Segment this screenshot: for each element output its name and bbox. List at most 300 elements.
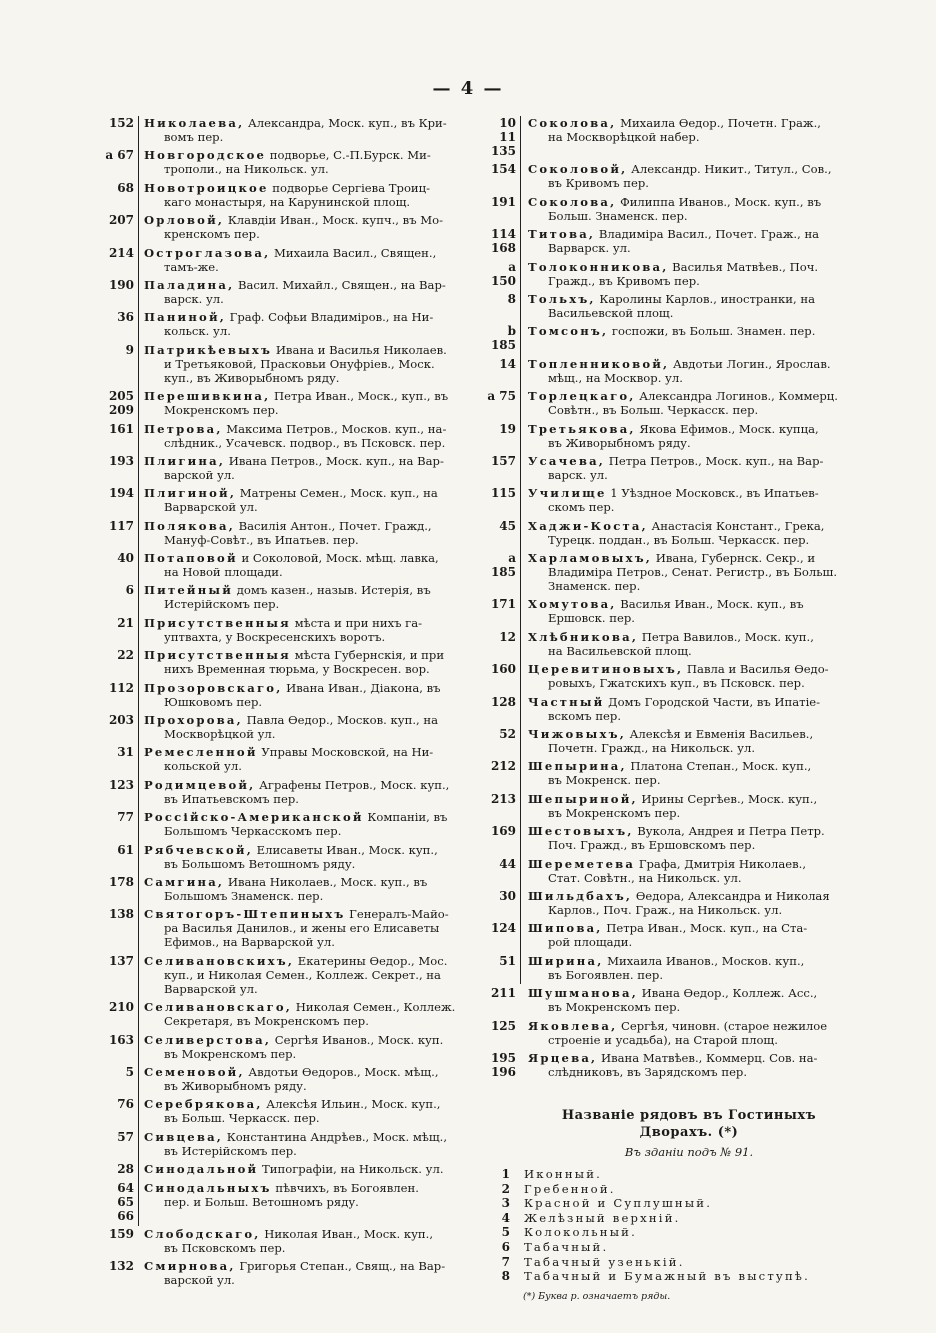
entry-text xyxy=(144,116,466,144)
entry-line-2: Поч. Гражд., въ Ершовскомъ пер. xyxy=(548,838,756,853)
row-list-item xyxy=(483,1196,855,1210)
entry-text xyxy=(528,986,855,1014)
directory-entry xyxy=(104,343,466,385)
directory-entry xyxy=(104,1033,466,1061)
entry-text xyxy=(528,324,855,352)
entry-text xyxy=(144,278,466,306)
entry-line-2: варской ул. xyxy=(164,1273,235,1288)
entry-line-1: Григорья Степан., Свящ., на Вар- xyxy=(235,1259,446,1274)
entry-number: 30 xyxy=(499,888,516,903)
entry-name: Присутственныя xyxy=(144,648,291,663)
entry-line-1: Васил. Михайл., Священ., на Вар- xyxy=(234,277,446,292)
directory-entry xyxy=(104,1000,466,1028)
entry-line-2: въ Мокренскомъ пер. xyxy=(164,1046,297,1061)
directory-entry xyxy=(104,1097,466,1125)
entry-number: 138 xyxy=(108,907,134,922)
entry-line-1: Ѳедора, Александра и Николая xyxy=(632,888,830,903)
directory-entry xyxy=(483,454,855,482)
row-name: Красной и Суплушный. xyxy=(524,1196,713,1211)
entry-line-2: въ Большомъ Ветошномъ ряду. xyxy=(164,856,356,871)
entry-text xyxy=(144,389,466,417)
directory-entry xyxy=(104,213,466,241)
entry-text xyxy=(528,519,855,547)
entry-name: Орловой, xyxy=(144,213,225,228)
entry-name: Ширина, xyxy=(528,953,604,968)
entry-line-2: Ершовск. пер. xyxy=(548,611,635,626)
entry-number: 152 xyxy=(108,116,134,130)
entry-name: Новотроицкое xyxy=(144,180,269,195)
directory-entry xyxy=(104,843,466,871)
entry-line-1: Платона Степан., Моск. куп., xyxy=(626,759,812,774)
entry-text xyxy=(144,843,466,871)
entry-line-1: Филиппа Иванов., Моск. куп., въ xyxy=(616,194,822,209)
directory-entry xyxy=(104,551,466,579)
entry-line-1: Александра Логинов., Коммерц. xyxy=(635,389,838,404)
entry-text xyxy=(528,597,855,625)
entry-number: 51 xyxy=(499,953,516,968)
entry-line-2: Стат. Совѣтн., на Никольск. ул. xyxy=(548,870,742,885)
entry-line-2: пер. и Больш. Ветошномъ ряду. xyxy=(164,1194,359,1209)
entry-text xyxy=(528,759,855,787)
entry-name: Хомутова, xyxy=(528,597,617,612)
entry-text xyxy=(144,213,466,241)
entry-line-1: Ивана Ѳедор., Коллеж. Асс., xyxy=(638,986,818,1001)
entry-number: 68 xyxy=(117,180,134,195)
entry-line-1: и Соколовой, Моск. мѣщ. лавка, xyxy=(237,551,439,566)
directory-entry xyxy=(483,695,855,723)
entry-number: 115 xyxy=(490,486,516,501)
entry-line-2: рой площади. xyxy=(548,935,633,950)
entry-line-1: Генералъ-Майо- xyxy=(345,907,449,922)
entry-number: 207 xyxy=(108,213,134,228)
directory-entry xyxy=(104,246,466,274)
entry-line-2: Мокренскомъ пер. xyxy=(164,403,279,418)
row-list-item xyxy=(483,1167,855,1181)
entry-line-1: Аграфены Петров., Моск. куп., xyxy=(255,777,450,792)
entry-name: Чижовыхъ, xyxy=(528,727,626,742)
entry-name: Синодальныхъ xyxy=(144,1180,272,1195)
entry-number: 45 xyxy=(499,518,516,533)
entry-number: 22 xyxy=(117,648,134,663)
entry-line-1: Михаила Ѳедор., Почетн. Граж., xyxy=(616,116,821,130)
entry-name: Ремесленной xyxy=(144,745,258,760)
entry-number: 157 xyxy=(490,453,516,468)
entry-number: 8 xyxy=(507,291,516,306)
entry-text xyxy=(528,292,855,320)
entry-line-1: 1 Уѣздное Московск., въ Ипатьев- xyxy=(606,486,819,501)
directory-entry xyxy=(104,1065,466,1093)
directory-entry xyxy=(104,907,466,949)
entry-line-1: Графа, Дмитрія Николаев., xyxy=(635,856,807,871)
entry-line-1: Николая Иван., Моск. куп., xyxy=(260,1226,434,1241)
entry-name: Селивановскаго, xyxy=(144,1000,293,1015)
entry-name: Паниной, xyxy=(144,310,226,325)
entry-name: Шереметева xyxy=(528,856,636,871)
entry-text xyxy=(528,454,855,482)
entry-line-1: Павла и Василья Ѳедо- xyxy=(683,662,829,677)
entry-line-2: Мануф-Совѣт., въ Ипатьев. пер. xyxy=(164,532,359,547)
directory-entry xyxy=(104,778,466,806)
entry-text xyxy=(144,310,466,338)
entry-name: Шепырина, xyxy=(528,759,627,774)
entry-number: 14 xyxy=(499,356,516,371)
directory-entry xyxy=(483,162,855,190)
entry-text xyxy=(528,357,855,385)
entry-name: Слободскаго, xyxy=(144,1226,261,1241)
entry-text xyxy=(144,616,466,644)
entry-line-1: Василья Матвѣев., Поч. xyxy=(668,259,819,274)
entry-line-1: Екатерины Ѳедор., Мос. xyxy=(294,953,448,968)
entry-name: Титова, xyxy=(528,227,596,242)
entry-text xyxy=(528,1019,855,1047)
directory-entry xyxy=(104,116,466,144)
entry-number: 191 xyxy=(490,194,516,209)
entry-number: 169 xyxy=(490,824,516,839)
entry-line-2: въ Мокренскомъ пер. xyxy=(548,805,681,820)
entry-line-1: Анастасія Констант., Грека, xyxy=(647,518,825,533)
entry-number: 128 xyxy=(490,694,516,709)
entry-text xyxy=(144,148,466,176)
entry-number: 160 xyxy=(490,662,516,677)
entry-line-2: Почетн. Гражд., на Никольск. ул. xyxy=(548,741,756,756)
entry-name: Паладина, xyxy=(144,277,235,292)
entry-number: 9 xyxy=(125,342,134,357)
directory-entry xyxy=(483,195,855,223)
entry-number: а 75 xyxy=(487,389,516,404)
row-number: 4 xyxy=(501,1210,510,1225)
entry-text xyxy=(528,260,855,288)
entry-line-1: Павла Ѳедор., Москов. куп., на xyxy=(242,713,439,728)
entry-line-2: въ Мокренскомъ пер. xyxy=(548,1000,681,1015)
entry-text xyxy=(528,954,855,982)
entry-number: 77 xyxy=(117,810,134,825)
entry-line-1: подворье Сергіева Троиц- xyxy=(268,180,431,195)
entry-line-1: госпожи, въ Больш. Знамен. пер. xyxy=(608,324,816,339)
entry-number: 124 xyxy=(490,921,516,936)
directory-entry xyxy=(104,1162,466,1176)
entry-text xyxy=(528,695,855,723)
row-number: 3 xyxy=(501,1196,510,1211)
entry-name: Частный xyxy=(528,694,605,709)
entry-number: 190 xyxy=(108,277,134,292)
entry-name: Полякова, xyxy=(144,518,235,533)
entry-line-1: Алексѣя и Евменія Васильев., xyxy=(625,727,814,742)
entry-line-1: Клавдіи Иван., Моск. купч., въ Мо- xyxy=(224,213,444,228)
entry-number: 214 xyxy=(108,245,134,260)
entry-number: 44 xyxy=(499,856,516,871)
entry-line-2: въ Живорыбномъ ряду. xyxy=(164,1078,307,1093)
entry-line-1: Петра Иван., Моск., куп., въ xyxy=(270,389,449,404)
entry-line-2: уптвахта, у Воскресенскихъ воротъ. xyxy=(164,629,386,644)
row-name: Табачный узенькій. xyxy=(524,1254,685,1269)
directory-entry xyxy=(104,1259,466,1287)
entry-name: Церевитиновыхъ, xyxy=(528,662,684,677)
entry-line-1: Петра Иван., Моск. куп., на Ста- xyxy=(602,921,808,936)
directory-entry xyxy=(483,551,855,593)
entry-number: 114 168 xyxy=(490,227,516,256)
directory-entry xyxy=(483,954,855,982)
entry-number: 28 xyxy=(117,1162,134,1177)
page-number: — 4 — xyxy=(432,78,504,99)
directory-entry xyxy=(483,357,855,385)
entry-text xyxy=(144,1227,466,1255)
entry-line-2: въ Истерійскомъ пер. xyxy=(164,1143,297,1158)
entry-text xyxy=(144,583,466,611)
row-list-item xyxy=(483,1240,855,1254)
entry-text xyxy=(144,519,466,547)
entry-line-1: Ирины Сергѣев., Моск. куп., xyxy=(637,791,818,806)
entry-name: Патрикѣевыхъ xyxy=(144,342,273,357)
entry-line-2: въ Псковскомъ пер. xyxy=(164,1240,286,1255)
entry-line-2: Гражд., въ Кривомъ пер. xyxy=(548,273,700,288)
entry-text xyxy=(144,551,466,579)
entry-text xyxy=(528,857,855,885)
entry-line-1: пѣвчихъ, въ Богоявлен. xyxy=(271,1180,419,1195)
entry-text xyxy=(144,875,466,903)
entry-name: Сивцева, xyxy=(144,1129,224,1144)
entry-name: Родимцевой, xyxy=(144,777,256,792)
entry-number: 10 11 135 xyxy=(490,116,516,158)
entry-line-1: Ивана Николаев., Моск. куп., въ xyxy=(224,874,428,889)
directory-entry xyxy=(483,986,855,1014)
entry-text xyxy=(528,727,855,755)
entry-number: 40 xyxy=(117,551,134,566)
left-column xyxy=(104,116,466,1292)
directory-entry xyxy=(104,519,466,547)
entry-line-1: Николая Семен., Коллеж. xyxy=(292,1000,456,1015)
entry-line-2: Совѣтн., въ Больш. Черкасск. пер. xyxy=(548,403,759,418)
entry-name: Соколовой, xyxy=(528,162,628,177)
entry-line-1: Вукола, Андрея и Петра Петр. xyxy=(633,824,825,839)
entry-line-1: Авдотьи Ѳедоров., Моск. мѣщ., xyxy=(244,1064,439,1079)
entry-number: а 67 xyxy=(105,148,134,163)
entry-line-1: Якова Ефимов., Моск. купца, xyxy=(635,421,819,436)
entry-text xyxy=(144,343,466,385)
directory-entry xyxy=(104,1227,466,1255)
entry-text xyxy=(144,1162,466,1176)
entry-name: Селивановскихъ, xyxy=(144,953,295,968)
entry-number: 193 xyxy=(108,453,134,468)
entry-number: 163 xyxy=(108,1032,134,1047)
entry-line-2: Карлов., Поч. Граж., на Никольск. ул. xyxy=(548,902,783,917)
entry-name: Присутственныя xyxy=(144,615,291,630)
entry-name: Усачева, xyxy=(528,453,606,468)
entry-text xyxy=(144,454,466,482)
entry-number: 5 xyxy=(125,1064,134,1079)
directory-entry xyxy=(104,422,466,450)
entry-number: 64 65 66 xyxy=(117,1180,134,1223)
row-list-item xyxy=(483,1211,855,1225)
entry-line-2: строеніе и усадьба), на Старой площ. xyxy=(548,1032,778,1047)
entry-line-2: и Третьяковой, Прасковьи Онуфріев., Моск. куп., въ Живорыбномъ ряду. xyxy=(164,356,435,385)
entry-name: Потаповой xyxy=(144,551,238,566)
directory-entry xyxy=(483,921,855,949)
entry-number: 161 xyxy=(108,421,134,436)
entry-line-1: Ивана Матвѣев., Коммерц. Сов. на- xyxy=(597,1050,818,1065)
entry-text xyxy=(528,792,855,820)
entry-text xyxy=(528,486,855,514)
entry-name: Шильдбахъ, xyxy=(528,888,633,903)
entry-line-1: мѣста Губернскія, и при xyxy=(290,648,445,663)
entry-name: Плигиной, xyxy=(144,486,237,501)
entry-line-1: Управы Московской, на Ни- xyxy=(257,745,434,760)
entry-number: 210 xyxy=(108,1000,134,1015)
entry-text xyxy=(528,889,855,917)
entry-line-2: Секретаря, въ Мокренскомъ пер. xyxy=(164,1014,369,1029)
entry-line-2: куп., и Николая Семен., Коллеж. Секрет., на Варварской ул. xyxy=(164,967,441,996)
entry-text xyxy=(528,422,855,450)
entry-number: 6 xyxy=(125,583,134,598)
entry-line-1: Михаила Васил., Священ., xyxy=(270,245,437,260)
entry-line-2: въ Богоявлен. пер. xyxy=(548,967,664,982)
entry-line-2: Турецк. поддан., въ Больш. Черкасск. пер. xyxy=(548,532,810,547)
directory-entry xyxy=(104,148,466,176)
entry-text xyxy=(144,810,466,838)
entry-name: Семеновой, xyxy=(144,1064,245,1079)
entry-text xyxy=(144,1259,466,1287)
entry-line-2: вскомъ пер. xyxy=(548,708,622,723)
entry-number: а 150 xyxy=(490,259,516,288)
row-name: Колокольный. xyxy=(524,1225,637,1240)
row-number: 7 xyxy=(501,1254,510,1269)
entry-text xyxy=(144,907,466,949)
entry-line-2: нихъ Временная тюрьма, у Воскресен. вор. xyxy=(164,662,430,677)
entry-text xyxy=(144,486,466,514)
entry-text xyxy=(144,681,466,709)
directory-entry xyxy=(104,389,466,417)
row-list-item xyxy=(483,1225,855,1239)
row-number: 1 xyxy=(501,1166,510,1181)
entry-text xyxy=(528,389,855,417)
directory-entry xyxy=(104,1181,466,1223)
entry-text xyxy=(144,648,466,676)
directory-entry xyxy=(483,597,855,625)
entry-number: 203 xyxy=(108,713,134,728)
entry-line-2: въ Живорыбномъ ряду. xyxy=(548,435,691,450)
entry-line-2: на Новой площади. xyxy=(164,565,283,580)
entry-text xyxy=(528,116,855,158)
entry-number: 125 xyxy=(490,1018,516,1033)
directory-entry xyxy=(483,227,855,255)
entry-name: Толоконникова, xyxy=(528,259,669,274)
row-name: Табачный и Бумажный въ выступѣ. xyxy=(524,1269,810,1284)
entry-line-2: мѣщ., на Москвор. ул. xyxy=(548,370,683,385)
entry-name: Перешивкина, xyxy=(144,389,271,404)
entry-name: Торлецкаго, xyxy=(528,389,636,404)
entry-number: 213 xyxy=(490,791,516,806)
entry-number: 137 xyxy=(108,953,134,968)
entry-name: Остроглазова, xyxy=(144,245,271,260)
entry-line-1: Матрены Семен., Моск. куп., на xyxy=(236,486,438,501)
entry-line-1: Сергѣя Иванов., Моск. куп. xyxy=(271,1032,444,1047)
entry-line-1: Василья Иван., Моск. куп., въ xyxy=(616,597,804,612)
entry-name: Училище xyxy=(528,486,607,501)
entry-text xyxy=(144,1097,466,1125)
row-list-item xyxy=(483,1182,855,1196)
entry-line-1: Сергѣя, чиновн. (старое нежилое xyxy=(617,1018,828,1033)
directory-entry xyxy=(104,875,466,903)
entry-text xyxy=(528,162,855,190)
entry-line-1: Граф. Софьи Владиміров., на Ни- xyxy=(226,310,434,325)
entry-text xyxy=(528,921,855,949)
entry-line-2: тамъ-же. xyxy=(164,259,219,274)
entry-line-1: Алексѣя Ильин., Моск. куп., xyxy=(262,1097,441,1112)
directory-entry xyxy=(483,857,855,885)
directory-entry xyxy=(483,630,855,658)
entry-number: 52 xyxy=(499,727,516,742)
entry-line-2: Истерійскомъ пер. xyxy=(164,597,280,612)
directory-entry xyxy=(104,745,466,773)
entry-text xyxy=(144,1130,466,1158)
entry-line-2: на Васильевской площ. xyxy=(548,643,692,658)
directory-entry xyxy=(483,727,855,755)
entry-line-2: кренскомъ пер. xyxy=(164,227,260,242)
entry-line-2: Большомъ Знаменск. пер. xyxy=(164,888,324,903)
entry-line-1: Михаила Иванов., Москов. куп., xyxy=(603,953,805,968)
entry-line-2: Большомъ Черкасскомъ пер. xyxy=(164,824,342,839)
entry-text xyxy=(144,181,466,209)
right-entries xyxy=(483,116,855,1079)
entry-line-2: каго монастыря, на Карунинской площ. xyxy=(164,194,411,209)
entry-text xyxy=(144,778,466,806)
entry-number: 132 xyxy=(108,1259,134,1274)
entry-name: Рябчевской, xyxy=(144,842,253,857)
entry-line-2: кольск. ул. xyxy=(164,324,231,339)
row-name: Табачный. xyxy=(524,1239,609,1254)
entry-name: Россійско-Американской xyxy=(144,810,364,825)
entry-line-2: кольской ул. xyxy=(164,759,242,774)
directory-entry xyxy=(483,116,855,158)
entry-line-1: подворье, С.-П.Бурск. Ми- xyxy=(266,148,431,163)
entry-line-2: Варварской ул. xyxy=(164,500,258,515)
directory-entry xyxy=(483,486,855,514)
entry-line-2: въ Кривомъ пер. xyxy=(548,176,649,191)
entry-line-2: Варварск. ул. xyxy=(548,241,631,256)
row-name: Желѣзный верхній. xyxy=(524,1210,681,1225)
entry-number: 194 xyxy=(108,486,134,501)
entry-text xyxy=(144,1181,466,1223)
entry-text xyxy=(144,1000,466,1028)
entry-name: Шипова, xyxy=(528,921,603,936)
directory-entry xyxy=(104,486,466,514)
directory-entry xyxy=(483,759,855,787)
directory-entry xyxy=(104,583,466,611)
entry-text xyxy=(144,422,466,450)
entry-line-1: мѣста и при нихъ га- xyxy=(290,615,423,630)
entry-line-2: Васильевской площ. xyxy=(548,305,674,320)
entry-line-1: Петра Петров., Моск. куп., на Вар- xyxy=(605,453,824,468)
entry-line-1: Ивана Петров., Моск. куп., на Вар- xyxy=(225,453,444,468)
section-heading: Названіе рядовъ въ Гостиныхъ Дворахъ. (*) xyxy=(561,1107,817,1140)
right-column xyxy=(483,116,855,1302)
entry-line-2: слѣдниковъ, въ Зарядскомъ пер. xyxy=(548,1064,748,1079)
entry-number: 21 xyxy=(117,615,134,630)
entry-name: Третьякова, xyxy=(528,421,636,436)
entry-number: 36 xyxy=(117,310,134,325)
footnote: (*) Буква р. означаетъ ряды. xyxy=(523,1291,671,1303)
row-number: 5 xyxy=(501,1225,510,1240)
directory-entry xyxy=(104,810,466,838)
directory-entry xyxy=(104,954,466,996)
entry-name: Прозоровскаго, xyxy=(144,680,283,695)
row-list xyxy=(483,1167,855,1283)
entry-text xyxy=(144,246,466,274)
entry-text xyxy=(528,630,855,658)
entry-name: Хлѣбникова, xyxy=(528,629,639,644)
entry-number: 12 xyxy=(499,629,516,644)
entry-line-1: Александр. Никит., Титул., Сов., xyxy=(627,162,832,177)
entry-name: Самгина, xyxy=(144,874,225,889)
